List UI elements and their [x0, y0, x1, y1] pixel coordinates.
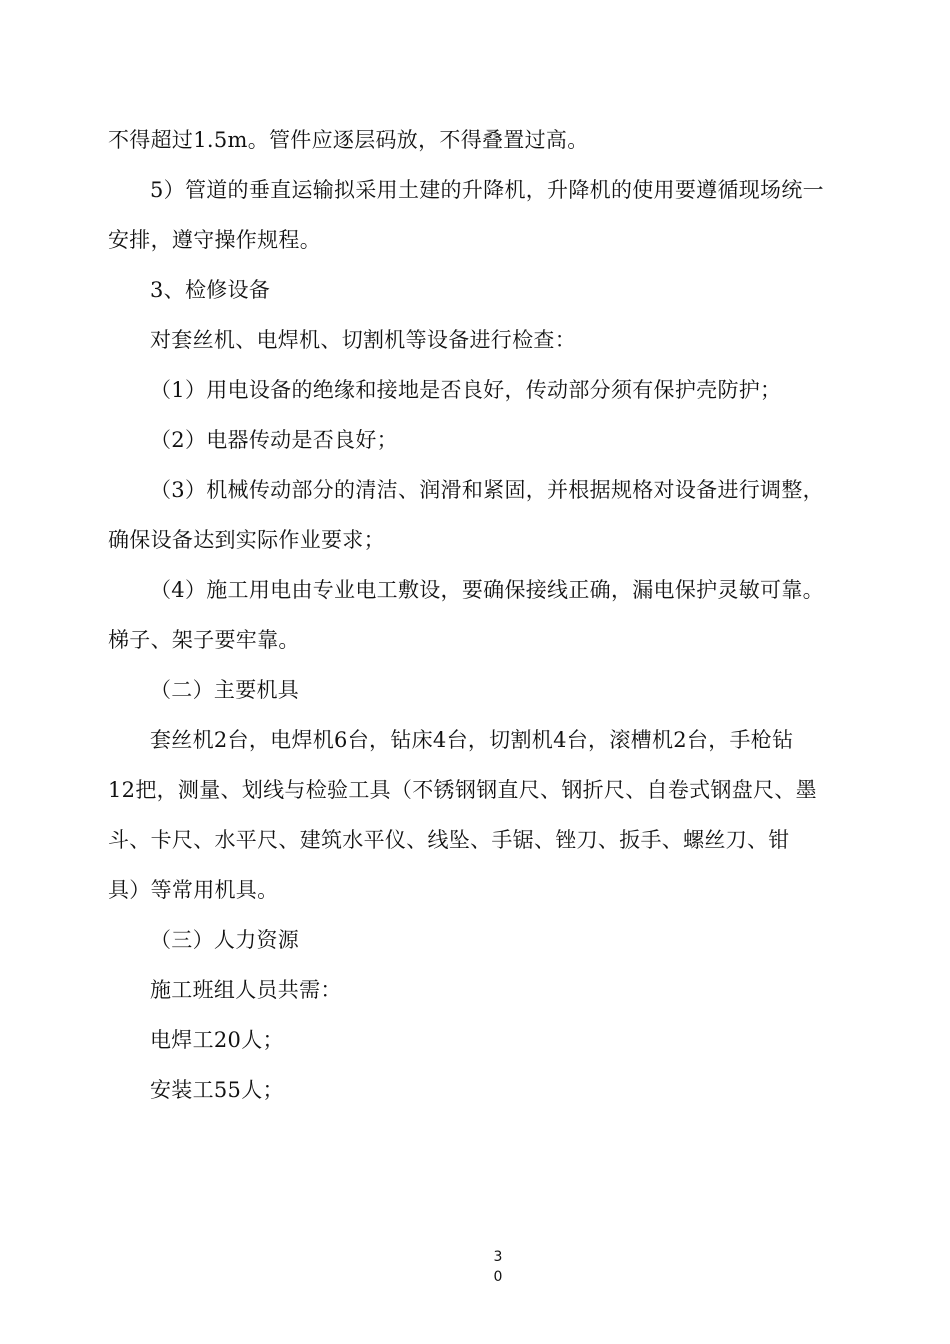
paragraph-line: 斗、卡尺、水平尺、建筑水平仪、线坠、手锯、锉刀、扳手、螺丝刀、钳 [108, 828, 790, 852]
paragraph-line: 套丝机2台，电焊机6台，钻床4台，切割机4台，滚槽机2台，手枪钻 [150, 728, 794, 752]
paragraph-line: 不得超过1.5m。管件应逐层码放，不得叠置过高。 [108, 128, 589, 152]
list-item: （1）用电设备的绝缘和接地是否良好，传动部分须有保护壳防护； [150, 378, 782, 402]
page-number-digit: 3 [493, 1249, 503, 1265]
paragraph-line: 梯子、架子要牢靠。 [108, 628, 300, 652]
paragraph-line: 电焊工20人； [150, 1028, 284, 1052]
section-heading: （三）人力资源 [150, 928, 300, 952]
list-item: （3）机械传动部分的清洁、润滑和紧固，并根据规格对设备进行调整， [150, 478, 824, 502]
paragraph-line: 具）等常用机具。 [108, 878, 279, 902]
list-item: （2）电器传动是否良好； [150, 428, 398, 452]
paragraph-line: 安装工55人； [150, 1078, 284, 1102]
paragraph-line: 对套丝机、电焊机、切割机等设备进行检查： [150, 328, 576, 352]
section-heading: （二）主要机具 [150, 678, 300, 702]
paragraph-line: 确保设备达到实际作业要求； [108, 528, 385, 552]
section-heading: 3、检修设备 [150, 278, 271, 302]
paragraph-line: 5）管道的垂直运输拟采用土建的升降机，升降机的使用要遵循现场统一 [150, 178, 824, 202]
paragraph-line: 12把，测量、划线与检验工具（不锈钢钢直尺、钢折尺、自卷式钢盘尺、墨 [108, 778, 817, 802]
paragraph-line: 施工班组人员共需： [150, 978, 342, 1002]
paragraph-line: 安排，遵守操作规程。 [108, 228, 321, 252]
list-item: （4）施工用电由专业电工敷设，要确保接线正确，漏电保护灵敏可靠。 [150, 578, 824, 602]
page-number-digit: 0 [493, 1269, 503, 1285]
